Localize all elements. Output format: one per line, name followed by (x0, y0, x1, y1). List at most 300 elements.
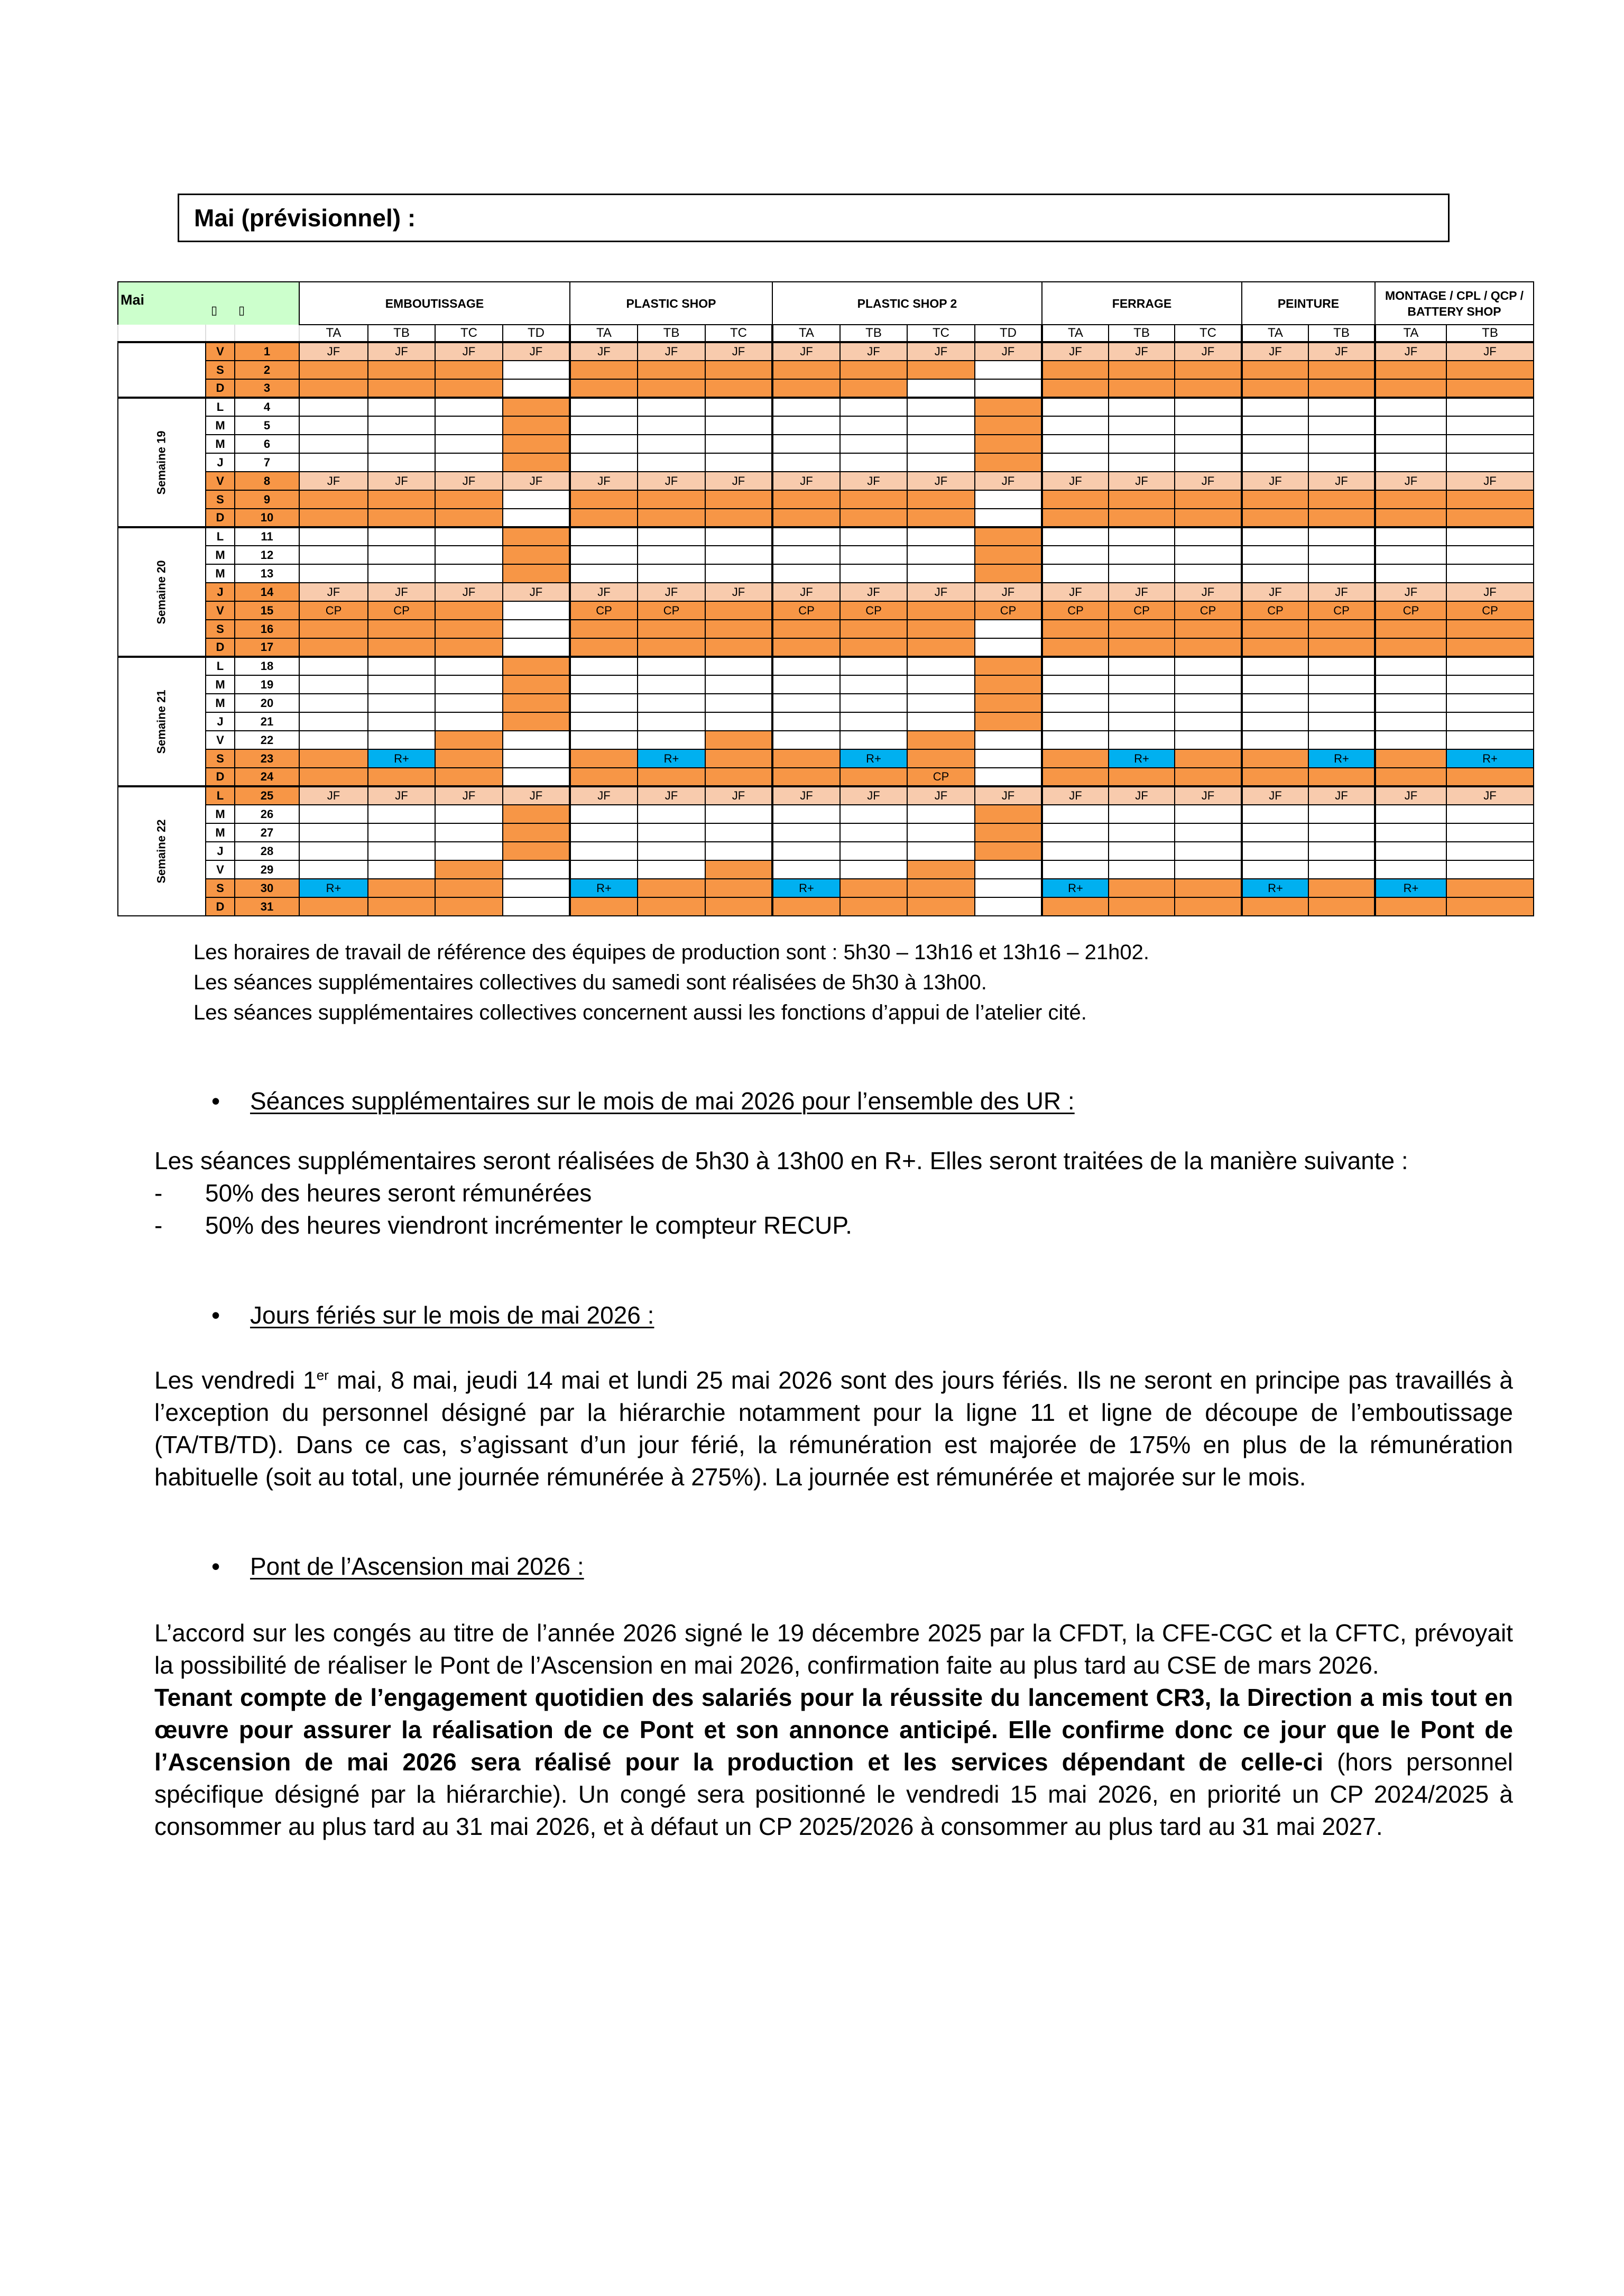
schedule-cell (1375, 694, 1446, 712)
schedule-cell (1308, 379, 1375, 398)
schedule-cell (907, 546, 975, 564)
schedule-cell (503, 823, 570, 842)
schedule-cell (638, 731, 705, 749)
schedule-cell (705, 453, 772, 472)
schedule-cell (907, 453, 975, 472)
schedule-cell (1308, 823, 1375, 842)
schedule-cell: JF (772, 472, 840, 490)
schedule-cell: JF (1446, 786, 1534, 805)
schedule-cell: JF (975, 472, 1042, 490)
schedule-cell: R+ (299, 879, 368, 897)
schedule-cell (1175, 453, 1242, 472)
schedule-cell: JF (1308, 583, 1375, 601)
pont-paragraph (154, 1617, 1513, 1843)
schedule-cell (705, 768, 772, 786)
schedule-cell (840, 453, 907, 472)
day-letter: J (206, 583, 235, 601)
schedule-cell (570, 675, 638, 694)
schedule-cell (1175, 416, 1242, 435)
schedule-cell (1375, 379, 1446, 398)
schedule-cell (1308, 860, 1375, 879)
schedule-cell (840, 509, 907, 527)
schedule-cell (772, 638, 840, 657)
schedule-cell (840, 361, 907, 379)
schedule-cell (1175, 490, 1242, 509)
schedule-cell (1375, 398, 1446, 416)
schedule-cell (299, 564, 368, 583)
schedule-cell: JF (435, 472, 503, 490)
day-letter: M (206, 805, 235, 823)
schedule-cell (1375, 731, 1446, 749)
schedule-cell (1446, 823, 1534, 842)
table-row (118, 398, 1534, 416)
table-row (118, 472, 1534, 490)
schedule-cell (1375, 749, 1446, 768)
schedule-cell (1175, 398, 1242, 416)
schedule-cell (975, 860, 1042, 879)
schedule-cell (638, 435, 705, 453)
schedule-cell (368, 731, 435, 749)
schedule-cell (840, 675, 907, 694)
schedule-cell (1042, 823, 1109, 842)
schedule-cell (907, 398, 975, 416)
schedule-cell (570, 712, 638, 731)
group-header: FERRAGE (1042, 282, 1242, 325)
schedule-cell (503, 860, 570, 879)
schedule-cell (570, 398, 638, 416)
schedule-cell (503, 509, 570, 527)
schedule-cell (435, 694, 503, 712)
schedule-cell (840, 435, 907, 453)
team-header: TC (1175, 325, 1242, 342)
schedule-cell (570, 842, 638, 860)
schedule-cell (907, 731, 975, 749)
schedule-cell (705, 879, 772, 897)
schedule-cell (1042, 842, 1109, 860)
schedule-cell (975, 805, 1042, 823)
schedule-cell (368, 620, 435, 638)
schedule-cell (299, 712, 368, 731)
schedule-cell: JF (1109, 342, 1175, 361)
bullet-icon: • (211, 1553, 220, 1580)
day-number: 19 (235, 675, 299, 694)
team-header: TC (435, 325, 503, 342)
schedule-cell (570, 546, 638, 564)
schedule-cell (1375, 361, 1446, 379)
schedule-cell (1308, 620, 1375, 638)
schedule-cell (1042, 490, 1109, 509)
schedule-cell (975, 490, 1042, 509)
table-row (118, 509, 1534, 527)
schedule-cell (570, 416, 638, 435)
schedule-cell (368, 435, 435, 453)
schedule-cell (772, 749, 840, 768)
schedule-cell (638, 398, 705, 416)
schedule-cell: JF (1109, 583, 1175, 601)
schedule-cell (975, 675, 1042, 694)
schedule-cell (1175, 620, 1242, 638)
schedule-cell (435, 823, 503, 842)
schedule-cell (1109, 453, 1175, 472)
feries-paragraph (154, 1364, 1513, 1493)
schedule-cell (772, 509, 840, 527)
table-row (118, 897, 1534, 916)
schedule-cell (705, 749, 772, 768)
schedule-cell (1042, 453, 1109, 472)
day-number: 31 (235, 897, 299, 916)
schedule-cell (1375, 546, 1446, 564)
team-header: TD (975, 325, 1042, 342)
schedule-cell (368, 453, 435, 472)
schedule-cell (975, 749, 1042, 768)
day-letter: S (206, 490, 235, 509)
schedule-cell (772, 546, 840, 564)
schedule-cell: JF (1375, 472, 1446, 490)
schedule-cell (570, 694, 638, 712)
schedule-cell (1175, 731, 1242, 749)
team-header: TC (907, 325, 975, 342)
schedule-cell: JF (840, 786, 907, 805)
month-label: Mai (121, 292, 145, 308)
schedule-cell (772, 842, 840, 860)
schedule-cell (570, 527, 638, 546)
schedule-cell: CP (299, 601, 368, 620)
schedule-cell (705, 546, 772, 564)
schedule-cell (1242, 379, 1308, 398)
schedule-cell (1446, 675, 1534, 694)
schedule-cell (975, 564, 1042, 583)
day-letter: M (206, 435, 235, 453)
schedule-cell (1175, 842, 1242, 860)
schedule-cell (1175, 749, 1242, 768)
schedule-cell (570, 453, 638, 472)
schedule-cell (299, 398, 368, 416)
schedule-cell (299, 768, 368, 786)
schedule-cell (1446, 490, 1534, 509)
feries-text (154, 1364, 1513, 1493)
heading-text: Séances supplémentaires sur le mois de mai 2026 pour l’ensemble des UR : (250, 1087, 1075, 1115)
schedule-cell (1242, 768, 1308, 786)
schedule-cell (638, 453, 705, 472)
schedule-cell (299, 527, 368, 546)
table-row (118, 749, 1534, 768)
schedule-cell (1446, 897, 1534, 916)
group-header: PLASTIC SHOP (570, 282, 772, 325)
schedule-cell (1042, 509, 1109, 527)
schedule-cell (772, 675, 840, 694)
schedule-cell (1042, 805, 1109, 823)
schedule-cell (1242, 416, 1308, 435)
schedule-cell (435, 361, 503, 379)
table-row (118, 342, 1534, 361)
pont-p1: L’accord sur les congés au titre de l’année 2026 signé le 19 décembre 2025 par la CFDT, la CFE-CGC et la CFTC, prévoyait la possibilité de réaliser le Pont de l’Ascension en mai 2026, confirmation faite au plus tard au CSE de mars 2026. (154, 1619, 1513, 1679)
schedule-cell: CP (840, 601, 907, 620)
schedule-cell (1446, 712, 1534, 731)
schedule-cell (840, 823, 907, 842)
schedule-cell: JF (772, 583, 840, 601)
schedule-cell (1242, 731, 1308, 749)
pont-p2-bold: Tenant compte de l’engagement quotidien des salariés pour la réussite du lancement CR3, la Direction a mis tout en œuvre pour assurer la réalisation de ce Pont et son annonce anticipé. Elle confirme donc ce jour que le Pont de l’Ascension de mai 2026 sera réalisé pour la production et les services dépendant de celle-ci (154, 1684, 1513, 1776)
schedule-cell (1109, 842, 1175, 860)
schedule-cell (638, 805, 705, 823)
schedule-cell (1375, 453, 1446, 472)
schedule-cell (1308, 731, 1375, 749)
table-row (118, 620, 1534, 638)
schedule-cell (1308, 490, 1375, 509)
schedule-cell: R+ (1109, 749, 1175, 768)
planning-table (117, 281, 1534, 916)
schedule-cell (907, 490, 975, 509)
day-number: 27 (235, 823, 299, 842)
schedule-cell (772, 527, 840, 546)
schedule-cell (570, 897, 638, 916)
schedule-cell (1109, 361, 1175, 379)
schedule-cell (705, 620, 772, 638)
table-row (118, 583, 1534, 601)
schedule-cell (638, 361, 705, 379)
day-number: 22 (235, 731, 299, 749)
schedule-cell (840, 712, 907, 731)
schedule-cell (1109, 657, 1175, 675)
day-number: 10 (235, 509, 299, 527)
schedule-cell (1242, 657, 1308, 675)
table-row (118, 453, 1534, 472)
schedule-cell (435, 564, 503, 583)
schedule-cell: JF (1109, 786, 1175, 805)
schedule-cell (435, 638, 503, 657)
note-line: Les horaires de travail de référence des équipes de production sont : 5h30 – 13h16 et 13h16 – 21h02. (193, 941, 1149, 964)
schedule-cell (1308, 675, 1375, 694)
schedule-cell (705, 675, 772, 694)
schedule-cell (705, 638, 772, 657)
day-letter: V (206, 342, 235, 361)
schedule-cell: CP (772, 601, 840, 620)
schedule-cell (299, 453, 368, 472)
schedule-cell: CP (907, 768, 975, 786)
day-number: 4 (235, 398, 299, 416)
schedule-cell: JF (1175, 472, 1242, 490)
schedule-cell (1242, 897, 1308, 916)
schedule-cell: JF (1308, 472, 1375, 490)
group-header: EMBOUTISSAGE (299, 282, 570, 325)
week-label-text: Semaine 21 (154, 689, 168, 754)
schedule-cell: JF (1446, 583, 1534, 601)
schedule-cell (1042, 860, 1109, 879)
header-blank (235, 325, 299, 342)
schedule-cell: CP (1109, 601, 1175, 620)
schedule-cell (503, 416, 570, 435)
schedule-cell (705, 527, 772, 546)
schedule-cell (975, 638, 1042, 657)
schedule-cell (705, 842, 772, 860)
day-number: 3 (235, 379, 299, 398)
schedule-cell (1242, 564, 1308, 583)
schedule-cell (1308, 842, 1375, 860)
schedule-cell (368, 398, 435, 416)
schedule-cell (570, 805, 638, 823)
schedule-cell (1308, 527, 1375, 546)
schedule-cell (840, 490, 907, 509)
schedule-cell: JF (840, 472, 907, 490)
schedule-cell (840, 527, 907, 546)
schedule-cell (503, 879, 570, 897)
table-row (118, 805, 1534, 823)
schedule-cell (1109, 398, 1175, 416)
table-row (118, 694, 1534, 712)
schedule-cell (570, 638, 638, 657)
note-line: Les séances supplémentaires collectives concernent aussi les fonctions d’appui de l’atelier cité. (193, 1001, 1087, 1024)
schedule-cell (503, 657, 570, 675)
day-number: 2 (235, 361, 299, 379)
schedule-cell (772, 490, 840, 509)
schedule-cell (1308, 361, 1375, 379)
schedule-cell: JF (299, 472, 368, 490)
schedule-cell: JF (772, 786, 840, 805)
day-letter: J (206, 712, 235, 731)
list-item-text: 50% des heures viendront incrémenter le compteur RECUP. (205, 1211, 852, 1239)
schedule-cell (435, 842, 503, 860)
schedule-cell (503, 694, 570, 712)
schedule-cell (840, 860, 907, 879)
schedule-cell (1375, 712, 1446, 731)
schedule-cell (907, 675, 975, 694)
schedule-cell: JF (503, 786, 570, 805)
schedule-cell (638, 638, 705, 657)
schedule-cell (435, 509, 503, 527)
schedule-cell (1042, 731, 1109, 749)
schedule-cell (1175, 712, 1242, 731)
schedule-cell (1446, 768, 1534, 786)
schedule-cell (435, 398, 503, 416)
schedule-cell (907, 712, 975, 731)
day-number: 26 (235, 805, 299, 823)
table-row (118, 490, 1534, 509)
table-row (118, 546, 1534, 564)
schedule-cell (1175, 657, 1242, 675)
day-letter: M (206, 675, 235, 694)
team-header: TA (1375, 325, 1446, 342)
schedule-cell (1375, 435, 1446, 453)
schedule-cell (705, 805, 772, 823)
day-letter: J (206, 453, 235, 472)
schedule-cell (1175, 879, 1242, 897)
schedule-cell (1175, 564, 1242, 583)
day-number: 5 (235, 416, 299, 435)
schedule-cell (368, 768, 435, 786)
schedule-cell: R+ (638, 749, 705, 768)
day-number: 15 (235, 601, 299, 620)
schedule-cell (1446, 398, 1534, 416)
schedule-cell (1308, 657, 1375, 675)
schedule-cell (570, 509, 638, 527)
schedule-cell (1446, 361, 1534, 379)
schedule-cell (1375, 620, 1446, 638)
schedule-cell (368, 842, 435, 860)
schedule-cell (1175, 509, 1242, 527)
schedule-cell: JF (840, 583, 907, 601)
heading-text: Jours fériés sur le mois de mai 2026 : (250, 1301, 654, 1329)
schedule-cell (772, 823, 840, 842)
schedule-cell (772, 860, 840, 879)
schedule-cell (1109, 509, 1175, 527)
schedule-cell (1242, 453, 1308, 472)
schedule-cell (907, 897, 975, 916)
schedule-cell (975, 879, 1042, 897)
schedule-cell (1446, 805, 1534, 823)
table-row (118, 638, 1534, 657)
schedule-cell (705, 490, 772, 509)
schedule-cell (1242, 749, 1308, 768)
schedule-cell (435, 805, 503, 823)
schedule-cell (503, 749, 570, 768)
table-row (118, 768, 1534, 786)
schedule-cell (368, 546, 435, 564)
schedule-cell (975, 546, 1042, 564)
table-row (118, 379, 1534, 398)
schedule-cell (1375, 675, 1446, 694)
schedule-cell (435, 620, 503, 638)
day-letter: M (206, 823, 235, 842)
schedule-cell (705, 361, 772, 379)
bullet-icon: • (211, 1087, 220, 1115)
day-letter: V (206, 731, 235, 749)
schedule-cell (503, 675, 570, 694)
schedule-cell: JF (705, 472, 772, 490)
schedule-cell (975, 435, 1042, 453)
schedule-cell (503, 620, 570, 638)
schedule-cell (570, 749, 638, 768)
table-row (118, 675, 1534, 694)
schedule-cell: JF (299, 583, 368, 601)
schedule-cell (368, 657, 435, 675)
schedule-cell (1109, 712, 1175, 731)
schedule-cell (1446, 379, 1534, 398)
schedule-cell (638, 879, 705, 897)
table-row (118, 416, 1534, 435)
schedule-cell (1375, 564, 1446, 583)
day-number: 1 (235, 342, 299, 361)
schedule-cell (1446, 694, 1534, 712)
schedule-cell (368, 860, 435, 879)
schedule-cell (705, 435, 772, 453)
schedule-cell: JF (570, 472, 638, 490)
schedule-cell: JF (907, 786, 975, 805)
schedule-cell (1446, 453, 1534, 472)
schedule-cell (1242, 435, 1308, 453)
schedule-cell (1175, 768, 1242, 786)
schedule-cell: R+ (772, 879, 840, 897)
schedule-cell: JF (1042, 472, 1109, 490)
schedule-cell: JF (638, 786, 705, 805)
schedule-cell (1109, 694, 1175, 712)
schedule-cell (1375, 897, 1446, 916)
schedule-cell (1242, 675, 1308, 694)
schedule-cell (638, 860, 705, 879)
table-row (118, 527, 1534, 546)
schedule-cell (503, 361, 570, 379)
schedule-cell (503, 601, 570, 620)
team-header: TC (705, 325, 772, 342)
schedule-cell (840, 694, 907, 712)
schedule-cell (638, 657, 705, 675)
schedule-cell: JF (570, 583, 638, 601)
schedule-cell (705, 694, 772, 712)
schedule-cell (435, 749, 503, 768)
schedule-cell (435, 379, 503, 398)
schedule-cell (1109, 897, 1175, 916)
schedule-cell (638, 509, 705, 527)
schedule-cell (435, 527, 503, 546)
